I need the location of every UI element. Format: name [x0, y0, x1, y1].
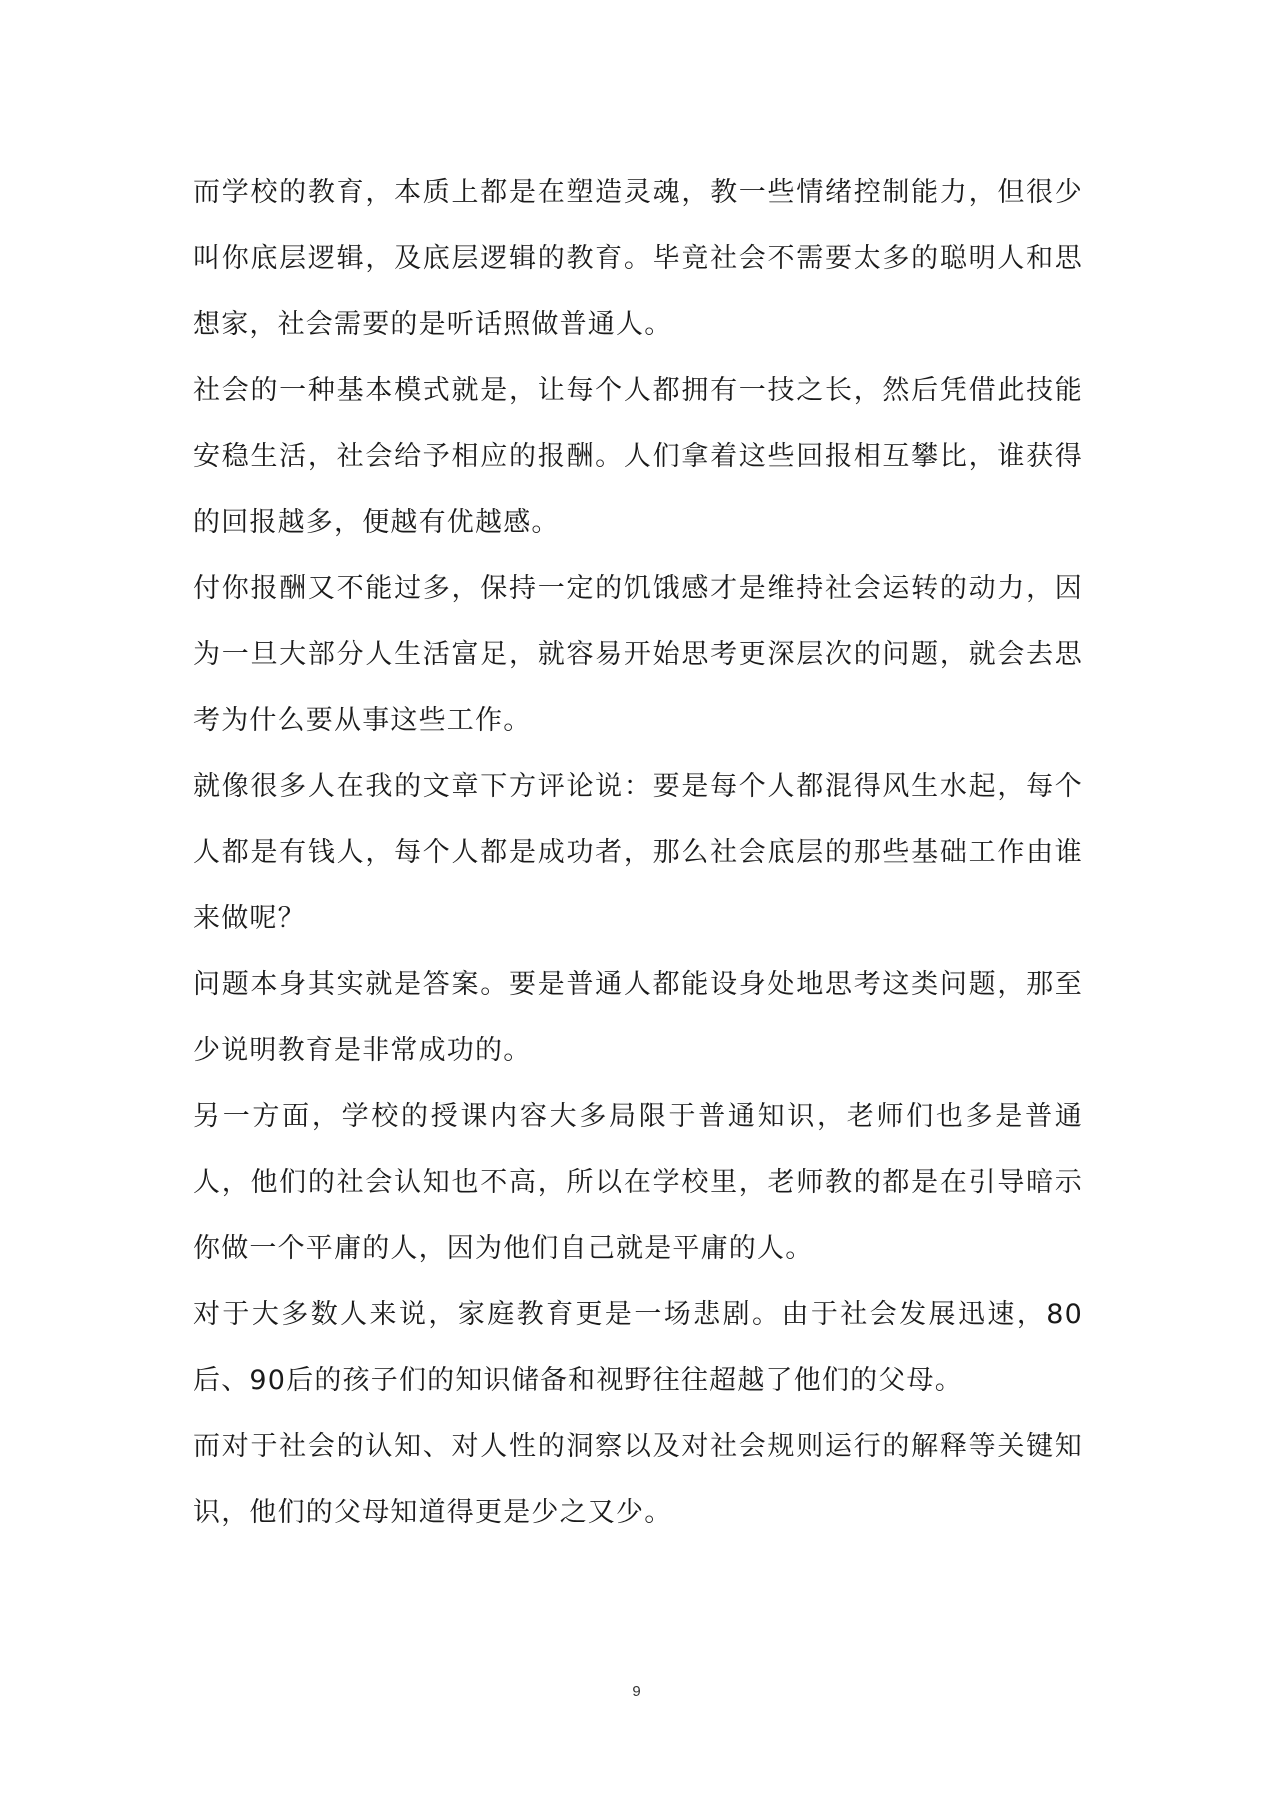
paragraph: 而学校的教育，本质上都是在塑造灵魂，教一些情绪控制能力，但很少叫你底层逻辑，及底层逻辑的教育。毕竟社会不需要太多的聪明人和思想家，社会需要的是听话照做普通人。	[193, 177, 1083, 340]
paragraph: 社会的一种基本模式就是，让每个人都拥有一技之长，然后凭借此技能安稳生活，社会给予相应的报酬。人们拿着这些回报相互攀比，谁获得的回报越多，便越有优越感。	[193, 375, 1083, 538]
paragraph: 对于大多数人来说，家庭教育更是一场悲剧。由于社会发展迅速，80后、90后的孩子们的知识储备和视野往往超越了他们的父母。	[193, 1299, 1083, 1396]
paragraph: 就像很多人在我的文章下方评论说：要是每个人都混得风生水起，每个人都是有钱人，每个人都是成功者，那么社会底层的那些基础工作由谁来做呢？	[193, 771, 1083, 934]
paragraph: 而对于社会的认知、对人性的洞察以及对社会规则运行的解释等关键知识，他们的父母知道得更是少之又少。	[193, 1431, 1083, 1528]
body-text	[193, 160, 1083, 1546]
paragraph: 付你报酬又不能过多，保持一定的饥饿感才是维持社会运转的动力，因为一旦大部分人生活富足，就容易开始思考更深层次的问题，就会去思考为什么要从事这些工作。	[193, 573, 1083, 736]
paragraph: 问题本身其实就是答案。要是普通人都能设身处地思考这类问题，那至少说明教育是非常成功的。	[193, 969, 1083, 1066]
page-number: 9	[632, 1683, 641, 1700]
paragraph: 另一方面，学校的授课内容大多局限于普通知识，老师们也多是普通人，他们的社会认知也不高，所以在学校里，老师教的都是在引导暗示你做一个平庸的人，因为他们自己就是平庸的人。	[193, 1101, 1083, 1264]
